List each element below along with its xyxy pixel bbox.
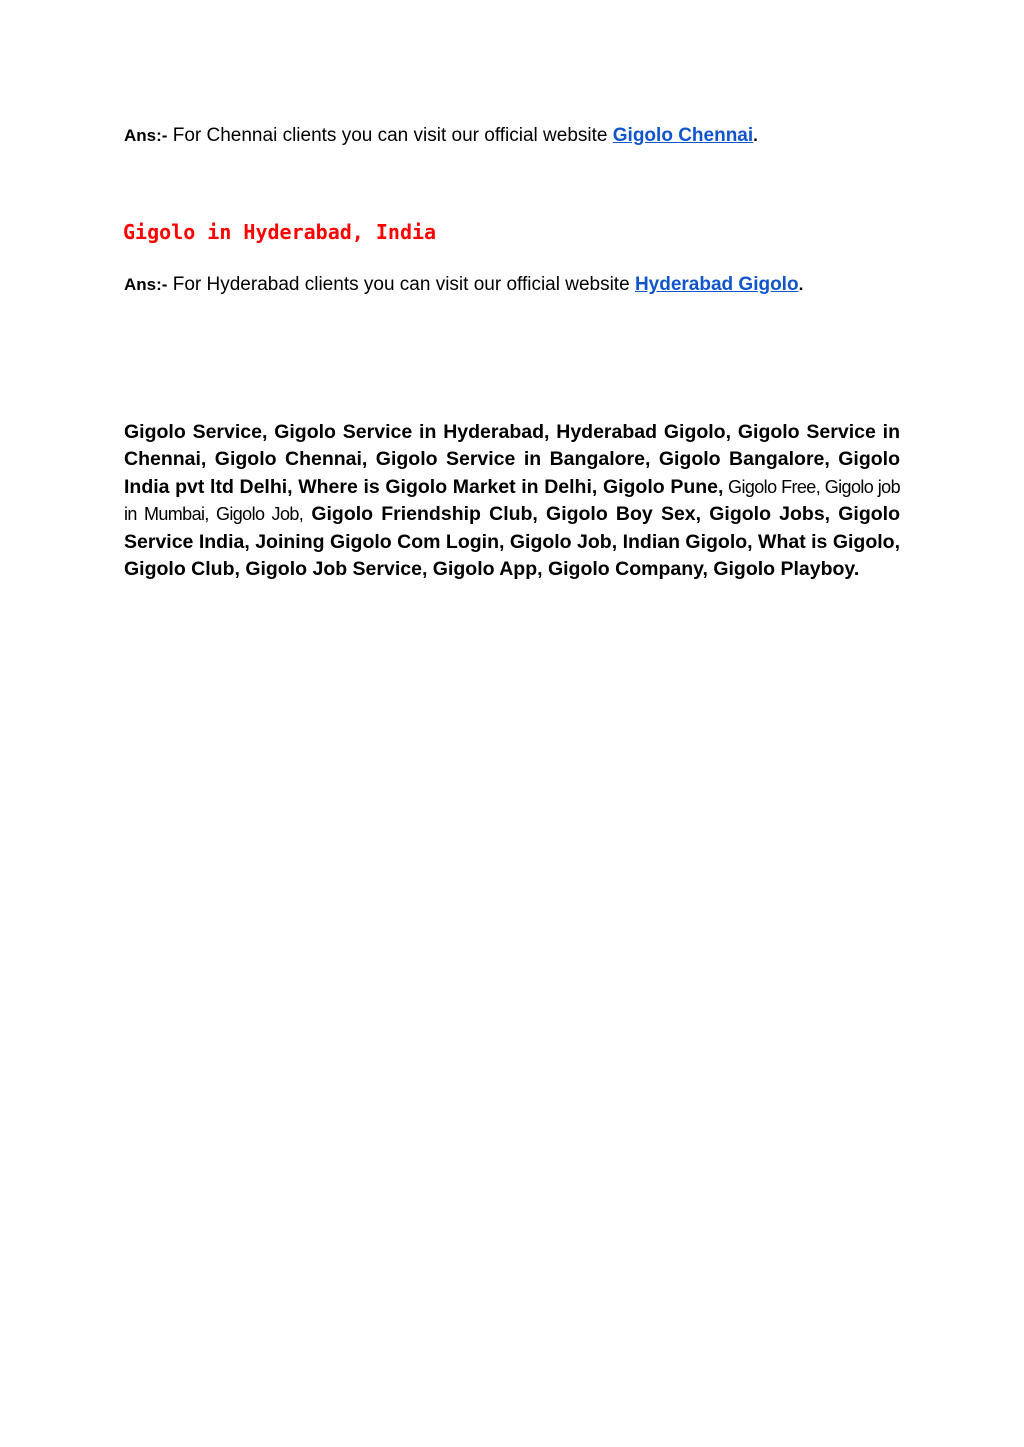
hyderabad-heading: Gigolo in Hyderabad, India: [123, 220, 437, 244]
keywords-part-2: Gigolo Free, Gigolo job in Mumbai, Gigolo Job,: [124, 476, 901, 525]
chennai-answer-paragraph: [124, 124, 924, 148]
answer-text: For Chennai clients you can visit our official website: [167, 125, 613, 146]
keywords-part-1: Gigolo Service, Gigolo Service in Hyderabad, Hyderabad Gigolo, Gigolo Service in Chennai, Gigolo Chennai, Gigolo Service in Bangalore, Gigolo Bangalore, Gigolo India pvt ltd Delhi, Where is Gigolo Market in Delhi, Gigolo Pune,: [124, 421, 900, 498]
answer-label: Ans:-: [124, 126, 168, 145]
gigolo-chennai-link[interactable]: Gigolo Chennai: [612, 125, 754, 146]
answer-label: Ans:-: [124, 275, 168, 294]
answer-text: For Hyderabad clients you can visit our official website: [167, 274, 635, 295]
keywords-part-3: Gigolo Friendship Club, Gigolo Boy Sex, Gigolo Jobs, Gigolo Service India, Joining Gigolo Com Login, Gigolo Job, Indian Gigolo, What is Gigolo, Gigolo Club, Gigolo Job Service, Gigolo App, Gigolo Company, Gigolo Playboy.: [124, 503, 900, 581]
answer-period: .: [753, 126, 758, 145]
keywords-paragraph: [124, 419, 900, 583]
hyderabad-gigolo-link[interactable]: Hyderabad Gigolo: [634, 274, 799, 295]
answer-period: .: [798, 275, 804, 294]
hyderabad-answer-paragraph: [124, 273, 924, 297]
